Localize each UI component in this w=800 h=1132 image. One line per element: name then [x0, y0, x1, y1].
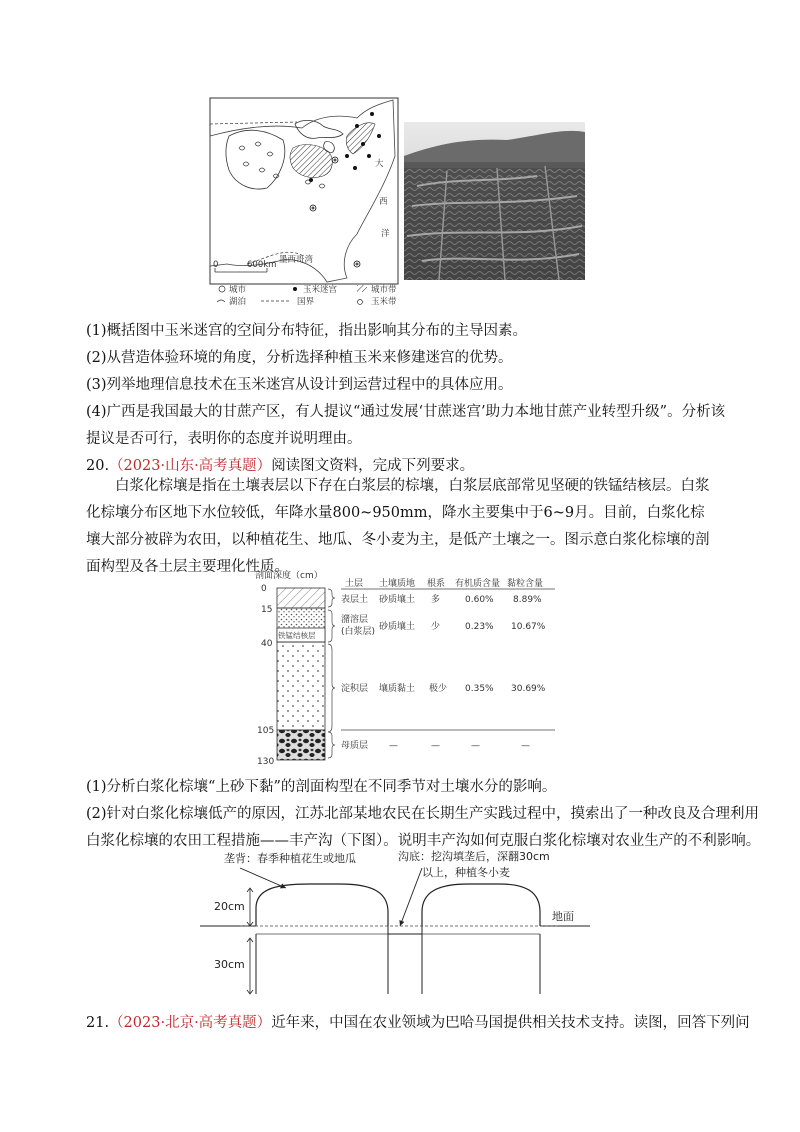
lake-icon [217, 300, 225, 302]
scale-label: 600km [247, 260, 277, 270]
ditch-label-2: 以上，种植冬小麦 [422, 866, 510, 879]
urban-belt-icon [357, 285, 367, 292]
ridge-label: 垄背：春季种植花生或地瓜 [224, 852, 356, 865]
q20-paragraph: 白浆化棕壤是指在土壤表层以下存在白浆层的棕壤，白浆层底部常见坚硬的铁锰结核层。白浆化棕壤分布区地下水位较低，年降水量800~950mm，降水主要集中于6~9月。目前，白浆化棕壤大部分被辟为农田，以种植花生、地瓜、冬小麦为主，是低产土壤之一。图示意白浆化棕壤的剖面构型及各土层主要理化性质。 [86, 478, 710, 575]
row2-layer: 潴溶层 [341, 615, 369, 625]
legend-urban: 城市带 [371, 285, 397, 295]
soil-profile-svg [255, 568, 555, 768]
tick-40: 40 [261, 639, 273, 649]
row3-layer: 淀积层 [341, 684, 369, 694]
tick-130: 130 [257, 757, 275, 767]
hdr-organic: 有机质含量 [455, 579, 501, 589]
hdr-roots: 根系 [427, 579, 446, 589]
gulf-label: 墨西哥湾 [279, 255, 314, 265]
q19-part-3: (3)列举地理信息技术在玉米迷宫从设计到运营过程中的具体应用。 [86, 377, 513, 393]
map-legend [217, 284, 397, 307]
sea-label-2: 西 [379, 197, 388, 207]
q20-part-1: (1)分析白浆化棕壤“上砂下黏”的剖面构型在不同季节对土壤水分的影响。 [86, 779, 557, 795]
legend-cornbelt: 玉米带 [371, 297, 397, 307]
row2-layer2: (白浆层) [341, 627, 376, 637]
q19-part-1: (1)概括图中玉米迷宫的空间分布特征，指出影响其分布的主导因素。 [86, 323, 528, 339]
legend-lake: 湖泊 [229, 297, 247, 307]
depth-title: 剖面深度（cm） [255, 571, 323, 581]
q21-number: 21. [86, 1015, 110, 1031]
row4-roots: — [431, 741, 440, 751]
tick-0: 0 [261, 584, 267, 594]
row4-clay: — [521, 741, 530, 751]
row2-roots: 少 [431, 622, 441, 632]
hdr-layer: 土层 [345, 579, 364, 589]
maze-dot-icon [293, 287, 297, 291]
row2-organic: 0.23% [465, 622, 494, 632]
sea-label-3: 洋 [381, 229, 390, 239]
ditch-svg [200, 848, 600, 998]
row4-texture: — [389, 741, 398, 751]
city-icon [219, 286, 225, 292]
scale-zero: 0 [213, 260, 219, 270]
figure-top [207, 96, 597, 308]
q20-number: 20. [86, 458, 110, 474]
nodule-label: 铁锰结核层 [278, 631, 316, 640]
q20-part-2: (2)针对白浆化棕壤低产的原因，江苏北部某地农民在长期生产实践过程中，摸索出了一种改良及合理利用 [86, 806, 760, 822]
legend-maze: 玉米迷宫 [303, 285, 338, 295]
q20-part-2-cont: 白浆化棕壤的农田工程措施——丰产沟（下图）。说明丰产沟如何克服白浆化棕壤对农业生产的不利影响。 [86, 833, 761, 849]
row3-organic: 0.35% [465, 684, 494, 694]
row1-organic: 0.60% [465, 595, 494, 605]
sea-label-1: 大 [375, 159, 384, 169]
row1-layer: 表层土 [341, 595, 369, 605]
q21-source: （2023·北京·高考真题） [109, 1015, 272, 1031]
ground-label: 地面 [552, 910, 574, 923]
row3-clay: 30.69% [511, 684, 546, 694]
row3-texture: 壤质黏土 [379, 684, 416, 694]
row1-clay: 8.89% [513, 595, 542, 605]
tick-15: 15 [261, 605, 273, 615]
tick-105: 105 [257, 726, 275, 736]
row2-clay: 10.67% [511, 622, 546, 632]
hdr-texture: 土壤质地 [379, 579, 416, 589]
row2-texture: 砂质壤土 [379, 622, 416, 632]
soil-profile-figure [255, 568, 555, 768]
row4-layer: 母质层 [341, 741, 369, 751]
q19-part-4-cont: 提议是否可行，表明你的态度并说明理由。 [86, 431, 362, 447]
row4-organic: — [471, 741, 480, 751]
dim-top: 20cm [214, 900, 245, 913]
row3-roots: 极少 [429, 684, 448, 694]
row1-roots: 多 [431, 595, 441, 605]
q21-header [86, 1013, 750, 1033]
corn-belt-icon [357, 300, 363, 305]
hdr-clay: 黏粒含量 [507, 579, 544, 589]
legend-city: 城市 [229, 285, 247, 295]
ditch-diagram [200, 848, 600, 998]
ditch-label-1: 沟底：挖沟填垄后，深翻30cm [398, 850, 550, 863]
row1-texture: 砂质壤土 [379, 595, 416, 605]
legend-border: 国界 [297, 297, 315, 307]
us-map-figure [207, 96, 597, 308]
q21-text: 近年来，中国在农业领域为巴哈马国提供相关技术支持。读图，回答下列问 [271, 1015, 750, 1031]
corn-maze-photo [404, 122, 585, 280]
q20-source: （2023·山东·高考真题） [109, 458, 272, 474]
q19-part-4: (4)广西是我国最大的甘蔗产区，有人提议“通过发展‘甘蔗迷宫’助力本地甘蔗产业转型升级”。分析该 [86, 404, 726, 420]
dim-bottom: 30cm [214, 958, 245, 971]
q20-intro: 阅读图文资料，完成下列要求。 [271, 458, 475, 474]
q19-part-2: (2)从营造体验环境的角度，分析选择种植玉米来修建迷宫的优势。 [86, 350, 513, 366]
